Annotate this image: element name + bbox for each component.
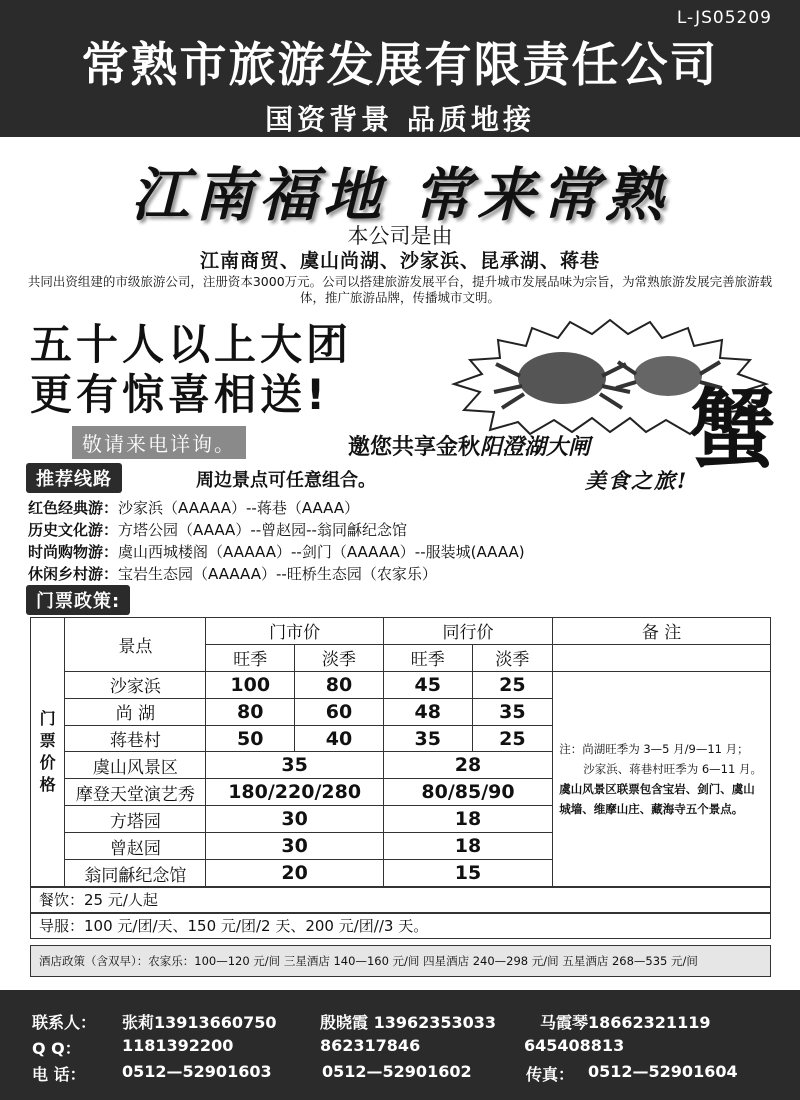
price-cell: 45	[383, 671, 472, 698]
side-label-text: 门票价格	[39, 709, 56, 794]
qq-number: 645408813	[524, 1036, 625, 1055]
header-gate-off: 淡季	[295, 644, 384, 671]
fax-number: 0512—52901604	[588, 1062, 738, 1081]
qq-label: Q Q：	[32, 1039, 81, 1058]
catalog-code: L-JS05209	[676, 8, 772, 28]
routes-note: 周边景点可任意组合。	[196, 470, 376, 491]
contact-person: 殷晓霞 13962353033	[320, 1013, 497, 1032]
table-row	[31, 671, 771, 698]
remark-note	[553, 671, 771, 886]
intro-description: 共同出资组建的市级旅游公司，注册资本3000万元。公司以搭建旅游发展平台，提升城市发展品味为宗旨，为常熟旅游发展完善旅游载体，推广旅游品牌，传播城市文明。	[27, 274, 773, 305]
price-cell: 30	[206, 833, 383, 860]
crab-body-left	[518, 352, 606, 404]
qq-number: 1181392200	[122, 1036, 234, 1055]
price-cell: 25	[472, 671, 553, 698]
contact-person: 张莉13913660750	[122, 1013, 277, 1032]
price-cell: 18	[383, 833, 552, 860]
company-name: 常熟市旅游发展有限责任公司	[81, 38, 719, 93]
food-trip-text: 美食之旅!	[585, 468, 689, 493]
header-spot: 景点	[65, 618, 206, 672]
spot-name: 尚 湖	[65, 698, 206, 725]
route-item	[28, 541, 525, 562]
header-remark: 备 注	[553, 618, 771, 645]
route-label: 红色经典游：	[28, 499, 119, 517]
price-cell: 60	[295, 698, 384, 725]
ticket-price-side-label	[31, 618, 65, 887]
price-cell: 180/220/280	[206, 779, 383, 806]
intro-shareholders: 江南商贸、虞山尚湖、沙家浜、昆承湖、蒋巷	[199, 250, 600, 272]
promo-headline-1: 五十人以上大团	[30, 320, 353, 369]
price-cell: 50	[206, 725, 295, 752]
promo-headline-2: 更有惊喜相送!	[30, 370, 330, 419]
price-cell: 48	[383, 698, 472, 725]
phone-label: 电 话：	[32, 1065, 86, 1084]
spot-name: 翁同龢纪念馆	[65, 860, 206, 887]
price-cell: 18	[383, 806, 552, 833]
price-cell: 80	[206, 698, 295, 725]
route-label: 历史文化游：	[28, 521, 119, 539]
fax-label: 传真：	[526, 1065, 575, 1084]
header-gate-peak: 旺季	[206, 644, 295, 671]
remark-note-3: 虞山风景区联票包含宝岩、剑门、虞山城墙、维摩山庄、藏海寺五个景点。	[559, 781, 755, 816]
price-cell: 35	[383, 725, 472, 752]
route-text: 虞山西城楼阁（AAAAA）--剑门（AAAAA）--服装城(AAAA)	[118, 543, 525, 561]
price-cell: 25	[472, 725, 553, 752]
price-cell: 28	[383, 752, 552, 779]
route-item	[28, 497, 359, 518]
qq-number: 862317846	[320, 1036, 421, 1055]
remark-note-1: 注：尚湖旺季为 3—5 月/9—11 月；	[559, 741, 749, 756]
price-cell: 80	[295, 671, 384, 698]
header-banner	[0, 0, 800, 137]
header-gate-price: 门市价	[206, 618, 383, 645]
spot-name: 沙家浜	[65, 671, 206, 698]
enquiry-badge: 敬请来电详询。	[72, 426, 246, 459]
contact-footer	[0, 990, 800, 1100]
price-cell: 15	[383, 860, 552, 887]
invite-script: 阳澄湖大闸	[480, 434, 591, 460]
spot-name: 摩登天堂演艺秀	[65, 779, 206, 806]
spot-name: 虞山风景区	[65, 752, 206, 779]
header-trade-price: 同行价	[383, 618, 552, 645]
contact-person: 马霞琴18662321119	[540, 1013, 711, 1032]
price-cell: 100	[206, 671, 295, 698]
routes-tag: 推荐线路	[26, 463, 122, 493]
remark-note-2: 沙家浜、蒋巷村旺季为 6—11 月。	[583, 761, 762, 776]
route-item	[28, 519, 407, 540]
spot-name: 蒋巷村	[65, 725, 206, 752]
price-cell: 80/85/90	[383, 779, 552, 806]
price-cell: 20	[206, 860, 383, 887]
price-cell: 35	[206, 752, 383, 779]
route-text: 宝岩生态园（AAAAA）--旺桥生态园（农家乐）	[118, 565, 437, 583]
invite-line	[348, 430, 590, 461]
remark-blank	[553, 644, 771, 671]
header-trade-off: 淡季	[472, 644, 553, 671]
header-trade-peak: 旺季	[383, 644, 472, 671]
invite-text: 邀您共享金秋	[348, 435, 481, 460]
route-text: 沙家浜（AAAAA）--蒋巷（AAAA）	[118, 499, 360, 517]
spot-name: 方塔园	[65, 806, 206, 833]
spot-name: 曾赵园	[65, 833, 206, 860]
guide-policy: 导服：100 元/团/天、150 元/团/2 天、200 元/团//3 天。	[30, 913, 771, 939]
route-text: 方塔公园（AAAA）--曾赵园--翁同龢纪念馆	[118, 521, 407, 539]
route-label: 时尚购物游：	[28, 543, 119, 561]
price-cell: 30	[206, 806, 383, 833]
table-header-row	[31, 618, 771, 645]
price-cell: 35	[472, 698, 553, 725]
ticket-policy-tag: 门票政策:	[26, 585, 130, 615]
hotel-policy: 酒店政策（含双早）：农家乐：100—120 元/间 三星酒店 140—160 元/间 四星酒店 240—298 元/间 五星酒店 268—535 元/间	[30, 945, 771, 977]
contact-label: 联系人：	[32, 1013, 97, 1032]
route-label: 休闲乡村游：	[28, 565, 119, 583]
route-item	[28, 563, 437, 584]
crab-character: 蟹	[690, 379, 776, 480]
meal-policy: 餐饮：25 元/人起	[30, 887, 771, 913]
ticket-price-table	[30, 617, 771, 887]
phone-number: 0512—52901602	[322, 1062, 472, 1081]
price-cell: 40	[295, 725, 384, 752]
company-subtitle: 国资背景 品质地接	[265, 103, 535, 136]
slogan-calligraphy: 江南福地 常来常熟	[130, 161, 670, 229]
phone-number: 0512—52901603	[122, 1062, 272, 1081]
intro-line-1: 本公司是由	[347, 224, 453, 248]
